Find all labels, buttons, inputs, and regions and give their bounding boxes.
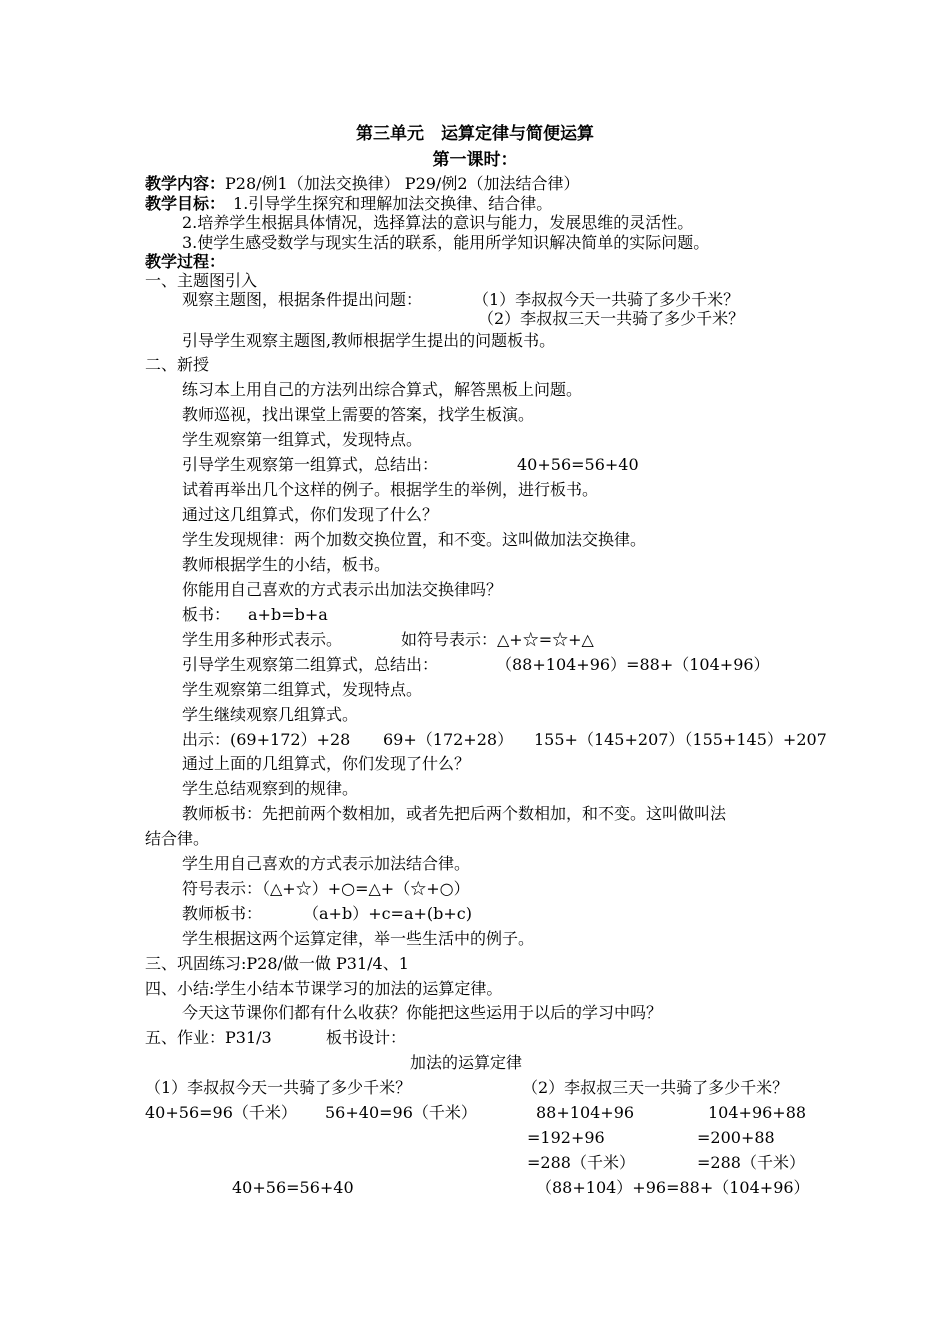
s2-line-19: 学生用自己喜欢的方式表示加法结合律。 — [182, 854, 471, 873]
s1-line-2: （2）李叔叔三天一共骑了多少千米？ — [478, 309, 745, 328]
s2-line-13: 学生观察第二组算式，发现特点。 — [182, 680, 423, 699]
teaching-goal-line — [145, 194, 552, 214]
section-1-heading: 一、主题图引入 — [145, 271, 258, 290]
lesson-heading: 第一课时： — [432, 150, 518, 170]
section-4: 四、小结:学生小结本节课学习的加法的运算定律。 — [145, 979, 503, 998]
s2-line-7: 学生发现规律：两个加数交换位置，和不变。这叫做加法交换律。 — [182, 530, 647, 549]
section-3: 三、巩固练习:P28/做一做 P31/4、1 — [145, 954, 409, 973]
board-calc-2-step-3: =288（千米） — [697, 1153, 805, 1172]
s2-line-16: 通过上面的几组算式，你们发现了什么？ — [182, 754, 471, 773]
s2-line-9: 你能用自己喜欢的方式表示出加法交换律吗？ — [182, 580, 503, 599]
s2-line-12a: 引导学生观察第二组算式，总结出： — [182, 655, 439, 674]
s2-line-4b: 40+56=56+40 — [517, 455, 639, 474]
s2-line-3: 学生观察第一组算式，发现特点。 — [182, 430, 423, 449]
s2-line-10a: 板书： — [182, 605, 231, 624]
s4-line-1: 今天这节课你们都有什么收获？你能把这些运用于以后的学习中吗？ — [182, 1003, 663, 1022]
s1-line-1b: （1）李叔叔今天一共骑了多少千米？ — [473, 290, 740, 309]
s1-line-3: 引导学生观察主题图,教师根据学生提出的问题板书。 — [182, 331, 556, 350]
s2-line-1: 练习本上用自己的方法列出综合算式，解答黑板上问题。 — [182, 380, 583, 399]
board-calc-1-step-1: 88+104+96 — [536, 1103, 635, 1122]
board-calc-1-step-3: =288（千米） — [527, 1153, 635, 1172]
goal-3: 3.使学生感受数学与现实生活的联系，能用所学知识解决简单的实际问题。 — [182, 233, 710, 252]
s2-line-22: 学生根据这两个运算定律，举一些生活中的例子。 — [182, 929, 535, 948]
section-5a: 五、作业：P31/3 — [145, 1028, 272, 1047]
s2-line-10b: a+b=b+a — [248, 605, 328, 624]
section-5b: 板书设计： — [326, 1028, 407, 1047]
s2-line-4a: 引导学生观察第一组算式，总结出： — [182, 455, 439, 474]
goal-2: 2.培养学生根据具体情况，选择算法的意识与能力，发展思维的灵活性。 — [182, 213, 694, 232]
s2-line-11a: 学生用多种形式表示。 — [182, 630, 343, 649]
s2-line-14: 学生继续观察几组算式。 — [182, 705, 359, 724]
board-question-1: （1）李叔叔今天一共骑了多少千米？ — [145, 1078, 412, 1097]
s1-line-1a: 观察主题图，根据条件提出问题： — [182, 290, 423, 309]
s2-line-21b: （a+b）+c=a+(b+c) — [303, 904, 473, 923]
teaching-content-label: 教学内容： — [145, 174, 226, 193]
board-answer-1: 40+56=96（千米） — [145, 1103, 297, 1122]
board-answer-2: 56+40=96（千米） — [325, 1103, 477, 1122]
s2-line-15c: 155+（145+207）（155+145）+207 — [534, 730, 827, 749]
s2-line-2: 教师巡视，找出课堂上需要的答案，找学生板演。 — [182, 405, 535, 424]
s2-line-11b: 如符号表示：△+☆=☆+△ — [401, 630, 594, 649]
s2-line-5: 试着再举出几个这样的例子。根据学生的举例，进行板书。 — [182, 480, 599, 499]
board-question-2: （2）李叔叔三天一共骑了多少千米？ — [522, 1078, 789, 1097]
board-calc-2-step-2: =200+88 — [697, 1128, 775, 1147]
board-law-1: 40+56=56+40 — [232, 1178, 354, 1197]
s2-line-18a: 教师板书：先把前两个数相加，或者先把后两个数相加，和不变。这叫做叫法 — [182, 804, 727, 823]
teaching-goal-label: 教学目标： — [145, 194, 218, 213]
s2-line-15b: 69+（172+28） — [383, 730, 514, 749]
section-2-heading: 二、新授 — [145, 355, 210, 374]
s2-line-18b: 结合律。 — [145, 829, 210, 848]
board-calc-1-step-2: =192+96 — [527, 1128, 605, 1147]
document-title: 第三单元 运算定律与简便运算 — [356, 124, 594, 144]
s2-line-17: 学生总结观察到的规律。 — [182, 779, 359, 798]
board-calc-2-step-1: 104+96+88 — [708, 1103, 807, 1122]
board-law-2: （88+104）+96=88+（104+96） — [536, 1178, 810, 1197]
s2-line-21a: 教师板书： — [182, 904, 263, 923]
goal-1: 1.引导学生探究和理解加法交换律、结合律。 — [217, 194, 553, 213]
s2-line-6: 通过这几组算式，你们发现了什么？ — [182, 505, 439, 524]
board-title: 加法的运算定律 — [410, 1053, 523, 1072]
s2-line-12b: （88+104+96）=88+（104+96） — [496, 655, 770, 674]
process-label: 教学过程： — [145, 252, 226, 271]
teaching-content-text: P28/例1（加法交换律） P29/例2（加法结合律） — [225, 174, 580, 193]
s2-line-20: 符号表示：（△+☆）+○=△+（☆+○） — [182, 879, 470, 898]
teaching-content-line — [145, 174, 580, 194]
s2-line-15a: 出示：(69+172）+28 — [182, 730, 351, 749]
s2-line-8: 教师根据学生的小结，板书。 — [182, 555, 391, 574]
